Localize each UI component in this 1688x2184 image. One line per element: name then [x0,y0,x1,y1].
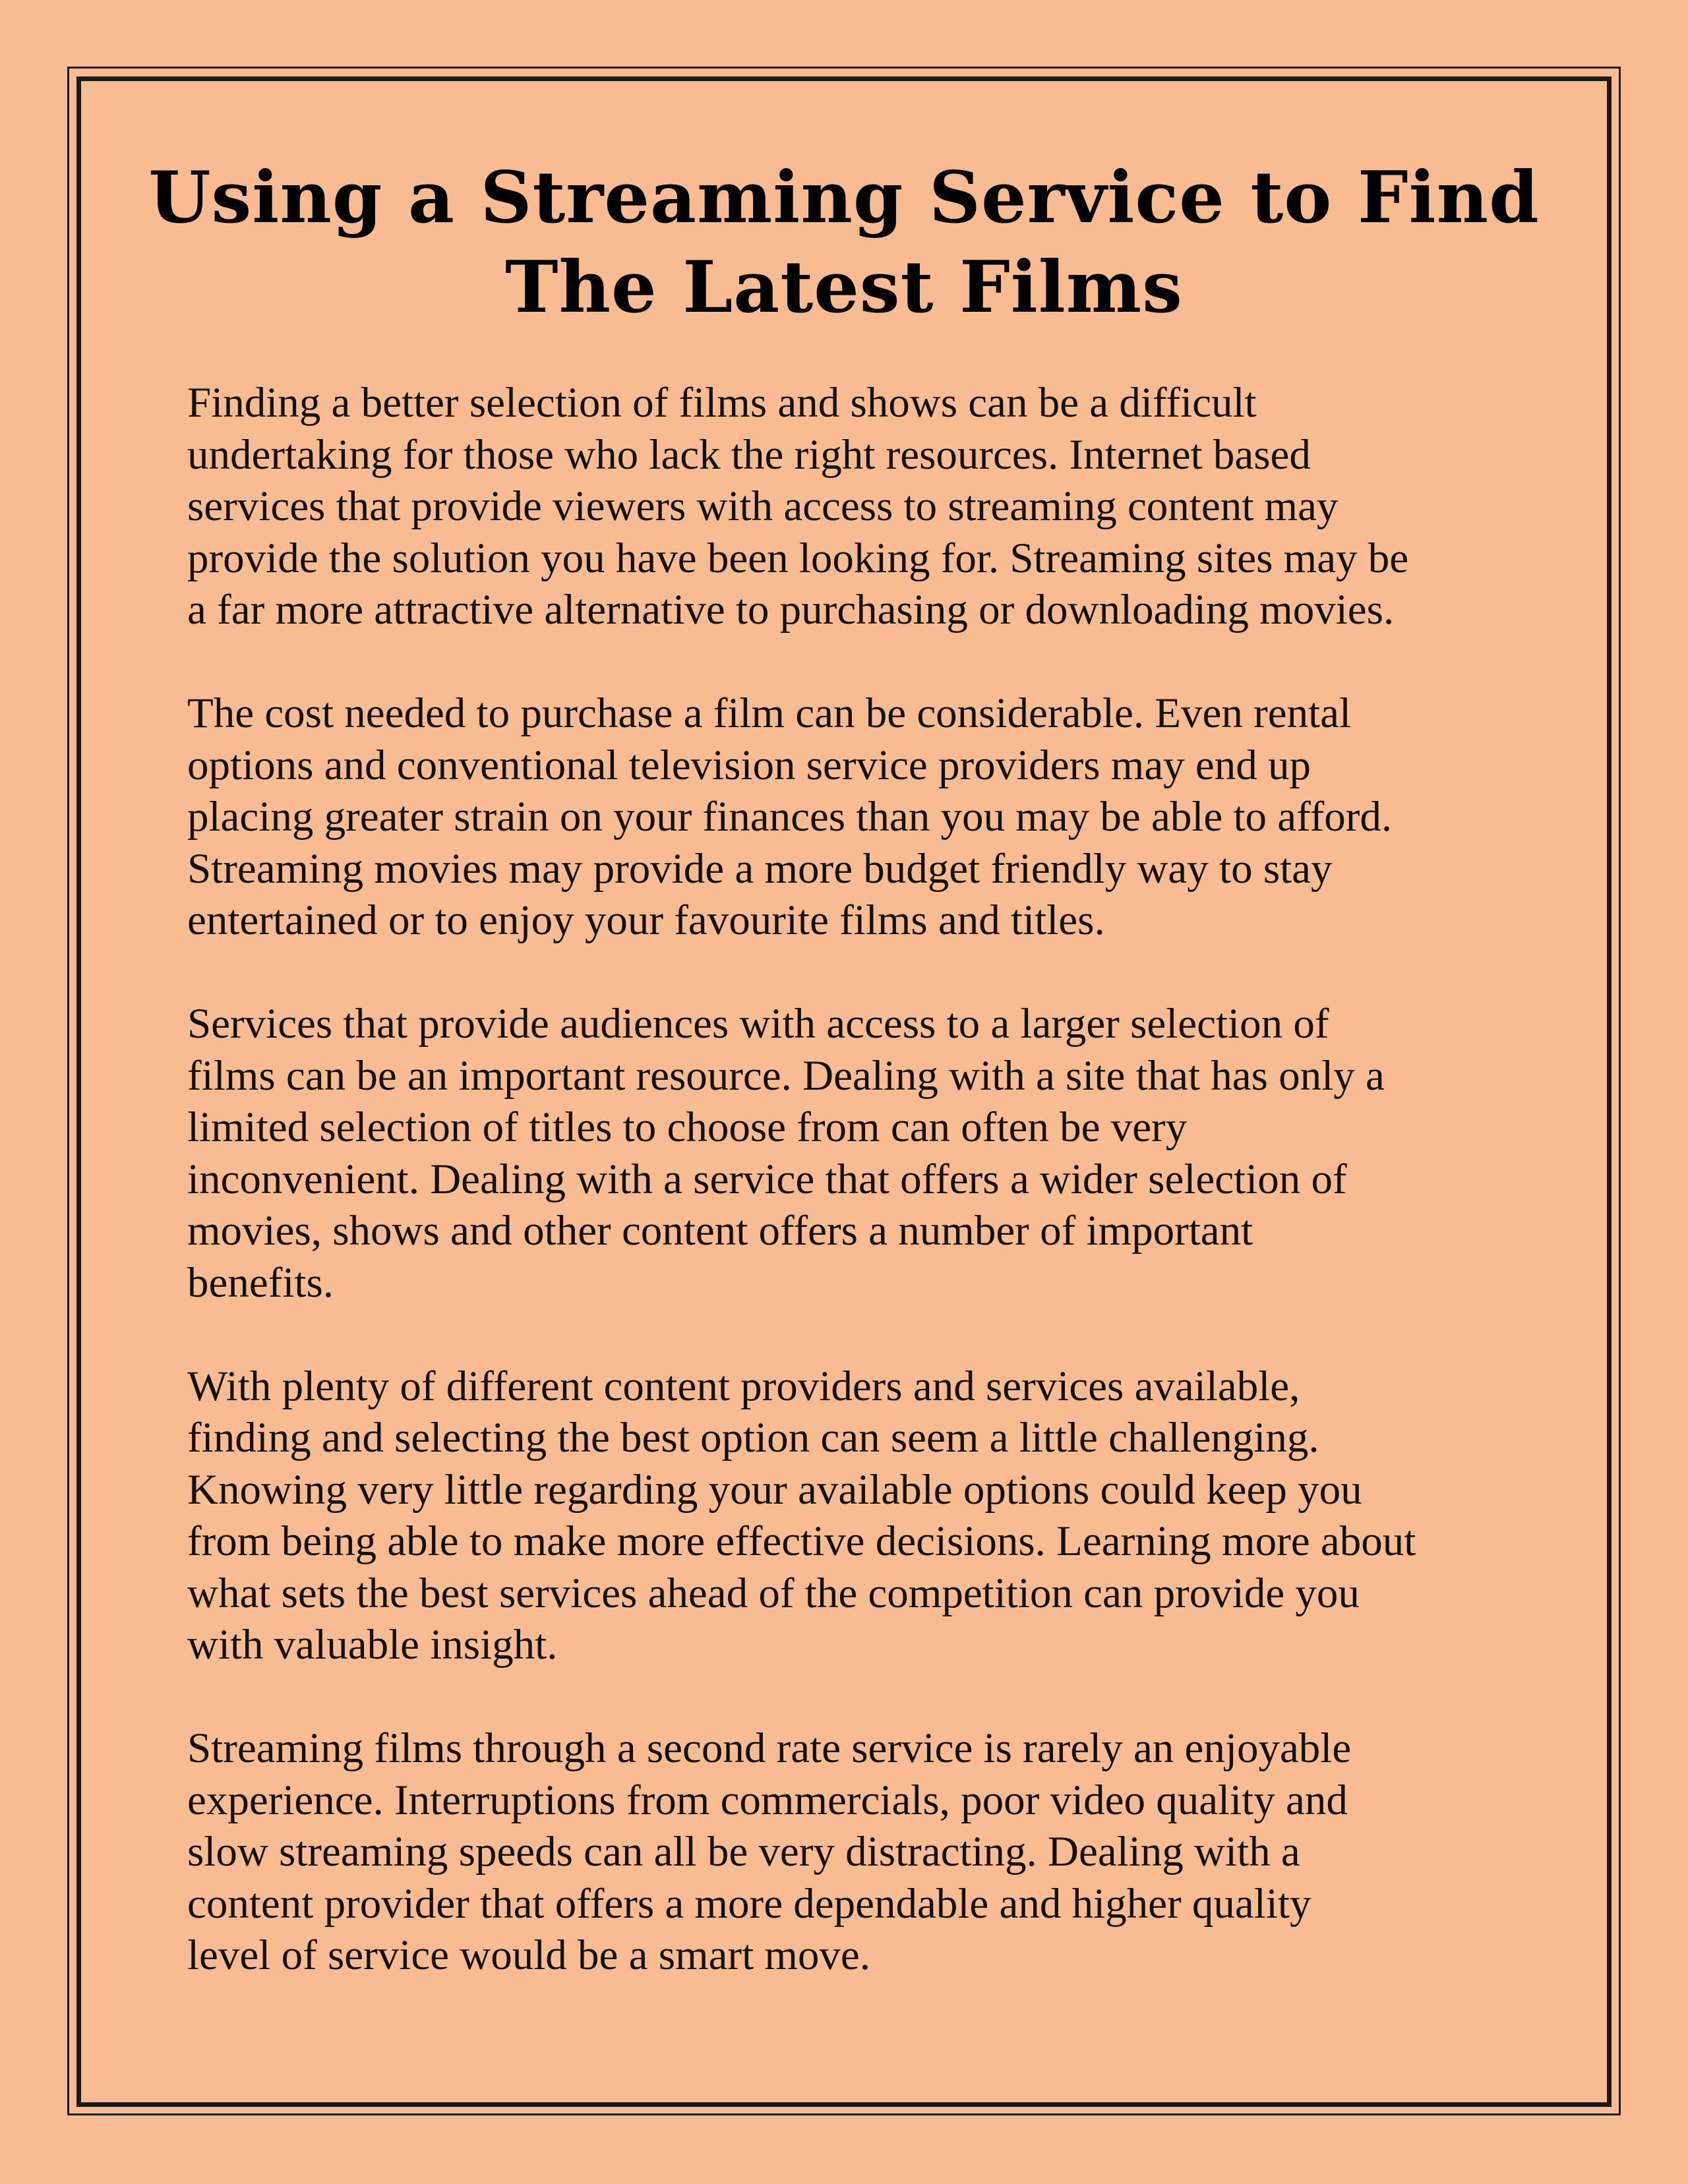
text-line: with valuable insight. [187,1621,558,1668]
text-line: inconvenient. Dealing with a service that offers a wider selection of [187,1155,1347,1203]
paragraph-4 [187,1361,1559,1671]
paragraph-2 [187,688,1559,947]
text-line: provide the solution you have been looking for. Streaming sites may be [187,534,1409,582]
article-body [187,377,1559,2033]
text-line: a far more attractive alternative to purchasing or downloading movies. [187,586,1395,634]
paragraph-1 [187,377,1559,636]
text-line: With plenty of different content providers and services available, [187,1362,1300,1410]
text-line: Knowing very little regarding your available options could keep you [187,1465,1362,1514]
text-line: Services that provide audiences with access to a larger selection of [187,1000,1329,1048]
text-line: The cost needed to purchase a film can be considerable. Even rental [187,690,1352,737]
text-line: undertaking for those who lack the right resources. Internet based [187,430,1311,479]
text-line: movies, shows and other content offers a number of important [187,1207,1253,1254]
title-line-2: The Latest Films [505,246,1183,329]
text-line: from being able to make more effective decisions. Learning more about [187,1518,1416,1565]
page-title [132,153,1556,332]
text-line: entertained or to enjoy your favourite films and titles. [187,897,1105,944]
paragraph-5 [187,1723,1559,1982]
text-line: Finding a better selection of films and shows can be a difficult [187,379,1257,427]
text-line: experience. Interruptions from commercials, poor video quality and [187,1776,1348,1824]
text-line: Streaming films through a second rate service is rarely an enjoyable [187,1725,1352,1772]
text-line: finding and selecting the best option can seem a little challenging. [187,1414,1319,1461]
text-line: content provider that offers a more dependable and higher quality [187,1879,1311,1928]
title-line-1: Using a Streaming Service to Find [148,156,1540,239]
text-line: Streaming movies may provide a more budget friendly way to stay [187,844,1333,893]
text-line: limited selection of titles to choose from can often be very [187,1104,1188,1151]
text-line: benefits. [187,1258,334,1307]
text-line: films can be an important resource. Dealing with a site that has only a [187,1051,1385,1100]
paragraph-3 [187,998,1559,1309]
text-line: options and conventional television service providers may end up [187,741,1311,789]
text-line: level of service would be a smart move. [187,1932,871,1979]
text-line: services that provide viewers with access to streaming content may [187,483,1339,530]
text-line: what sets the best services ahead of the competition can provide you [187,1569,1360,1617]
text-line: placing greater strain on your finances than you may be able to afford. [187,793,1393,841]
text-line: slow streaming speeds can all be very distracting. Dealing with a [187,1828,1300,1875]
